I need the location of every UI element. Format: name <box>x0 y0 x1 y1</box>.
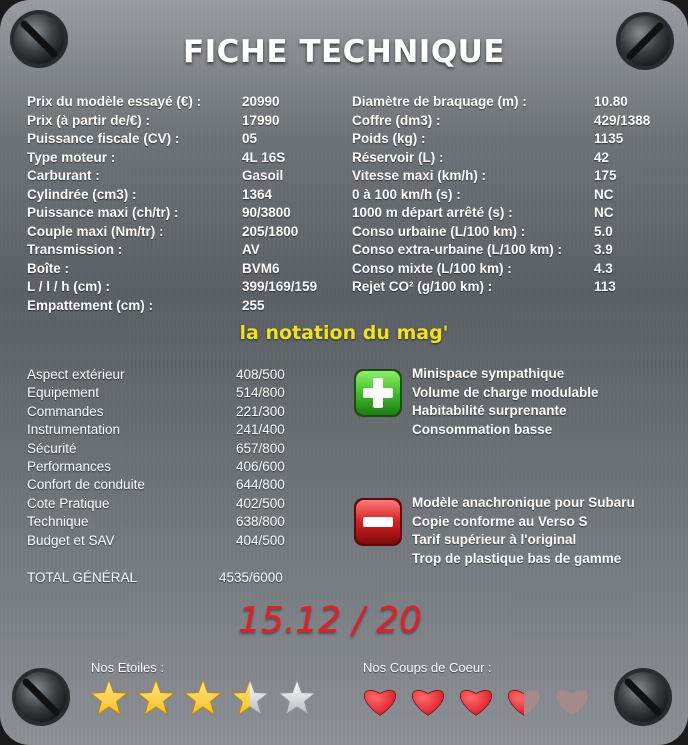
spec-label: Conso mixte (L/100 km) : <box>352 260 512 276</box>
spec-value: 90/3800 <box>242 205 291 220</box>
spec-label: L / l / h (cm) : <box>27 279 111 294</box>
score-value: 514/800 <box>236 385 285 401</box>
score-label: Technique <box>27 514 89 530</box>
final-score: 15.12 / 20 <box>238 600 422 641</box>
spec-value: Gasoil <box>242 168 284 183</box>
spec-label: Type moteur : <box>27 149 116 165</box>
pro-item: Habitabilité surprenante <box>412 403 567 418</box>
spec-value: 1135 <box>594 131 624 146</box>
star-empty-icon <box>279 680 315 714</box>
spec-value: AV <box>242 242 260 257</box>
score-value: 221/300 <box>236 403 285 419</box>
heart-fill-mark <box>412 690 443 715</box>
plus-icon <box>353 368 403 418</box>
pros-list <box>412 365 599 439</box>
heart-rating <box>358 680 603 720</box>
spec-value: 4.3 <box>594 260 613 276</box>
pro-item: Minispace sympathique <box>412 366 565 381</box>
spec-label: Coffre (dm3) : <box>352 112 441 128</box>
spec-value: 1364 <box>242 186 273 202</box>
heart-empty-icon <box>556 690 587 715</box>
spec-left-values <box>242 93 317 315</box>
spec-label: Rejet CO² (g/100 km) : <box>352 279 493 294</box>
star-rating <box>88 678 333 720</box>
con-item: Trop de plastique bas de gamme <box>412 550 622 566</box>
spec-value: 05 <box>242 131 258 146</box>
spec-label: 0 à 100 km/h (s) : <box>352 186 461 202</box>
pro-item: Consommation basse <box>412 421 553 437</box>
heart-fill-mark <box>460 690 491 715</box>
con-item: Copie conforme au Verso S <box>412 513 588 529</box>
score-label: Sécurité <box>27 440 77 456</box>
score-label: Equipement <box>27 385 100 401</box>
spec-label: Vitesse maxi (km/h) : <box>352 168 487 183</box>
score-label: Instrumentation <box>27 422 121 438</box>
spec-label: Conso urbaine (L/100 km) : <box>352 223 526 239</box>
page-title: FICHE TECHNIQUE <box>182 34 506 70</box>
score-value: 402/500 <box>236 495 285 511</box>
notation-title: la notation du mag' <box>239 322 449 344</box>
spec-value: 17990 <box>242 112 280 128</box>
star-fill-mark <box>91 680 127 714</box>
spec-value: 255 <box>242 297 265 313</box>
con-item: Modèle anachronique pour Subaru <box>412 495 635 510</box>
score-value: 241/400 <box>236 422 285 438</box>
pro-item: Volume de charge modulable <box>412 384 599 400</box>
spec-label: Diamètre de braquage (m) : <box>352 94 527 109</box>
spec-label: Réservoir (L) : <box>352 149 444 165</box>
score-value: 406/600 <box>236 458 285 474</box>
spec-label: Cylindrée (cm3) : <box>27 186 137 202</box>
spec-value: 10.80 <box>594 94 628 109</box>
score-value: 657/800 <box>236 440 285 456</box>
spec-value: 42 <box>594 149 610 165</box>
spec-left-labels <box>27 93 201 315</box>
score-value: 408/500 <box>236 367 285 382</box>
spec-value: 20990 <box>242 94 280 109</box>
spec-label: Boîte : <box>27 260 69 276</box>
spec-label: Poids (kg) : <box>352 131 426 146</box>
score-value: 404/500 <box>236 532 285 548</box>
score-label: Cote Pratique <box>27 495 110 511</box>
spec-value: 5.0 <box>594 223 613 239</box>
score-values <box>236 366 285 550</box>
spec-label: Carburant : <box>27 168 100 183</box>
spec-label: Transmission : <box>27 242 123 257</box>
score-label: Budget et SAV <box>27 532 115 548</box>
spec-value: 175 <box>594 168 617 183</box>
spec-label: Puissance maxi (ch/tr) : <box>27 205 179 220</box>
spec-label: Puissance fiscale (CV) : <box>27 131 180 146</box>
spec-value: 205/1800 <box>242 223 299 239</box>
screw-icon <box>10 666 72 728</box>
cons-list <box>412 494 635 568</box>
score-value: 638/800 <box>236 514 285 530</box>
star-fill-mark <box>138 680 174 714</box>
total-label: TOTAL GÉNÉRAL <box>27 570 138 585</box>
spec-label: Couple maxi (Nm/tr) : <box>27 223 164 239</box>
spec-label: 1000 m départ arrêté (s) : <box>352 205 513 220</box>
score-label: Performances <box>27 458 112 474</box>
spec-value: 113 <box>594 279 616 294</box>
spec-label: Prix du modèle essayé (€) : <box>27 94 202 109</box>
spec-label: Prix (à partir de/€) : <box>27 112 151 128</box>
hearts-label: Nos Coups de Coeur : <box>363 660 492 675</box>
spec-value: 399/169/159 <box>242 279 318 294</box>
spec-right-labels <box>352 93 562 297</box>
spec-value: 3.9 <box>594 242 613 257</box>
screw-icon <box>612 666 674 728</box>
spec-value: NC <box>594 186 614 202</box>
con-item: Tarif supérieur à l'original <box>412 532 577 547</box>
star-fill-mark <box>185 680 221 714</box>
minus-icon <box>353 497 403 547</box>
total-value: 4535/6000 <box>219 570 283 585</box>
score-label: Confort de conduite <box>27 477 145 493</box>
stars-label: Nos Etoiles : <box>91 660 164 675</box>
spec-value: NC <box>594 205 614 220</box>
spec-label: Empattement (cm) : <box>27 297 154 313</box>
score-label: Commandes <box>27 403 104 419</box>
spec-value: 4L 16S <box>242 149 286 165</box>
score-value: 644/800 <box>236 477 285 493</box>
spec-label: Conso extra-urbaine (L/100 km) : <box>352 242 563 257</box>
spec-right-values <box>594 93 650 297</box>
heart-fill-mark <box>364 690 395 715</box>
spec-value: BVM6 <box>242 260 280 276</box>
score-label: Aspect extérieur <box>27 367 125 382</box>
score-labels <box>27 366 145 550</box>
spec-value: 429/1388 <box>594 112 651 128</box>
